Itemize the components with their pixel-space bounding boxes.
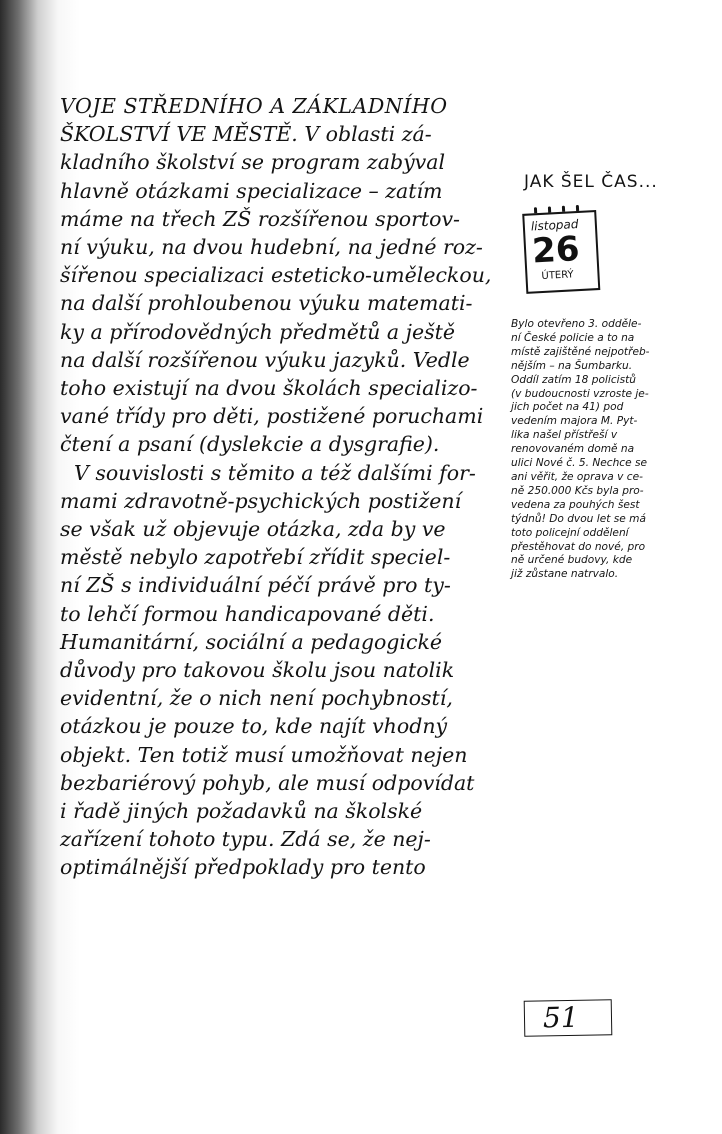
sidebar-heading: JAK ŠEL ČAS... xyxy=(524,172,658,192)
sidebar-news-text xyxy=(511,318,711,582)
sidebar-line: již zůstane natrvalo. xyxy=(511,568,619,581)
sidebar-line: jich počet na 41) pod xyxy=(511,401,624,414)
text-line: ky a přírodovědných předmětů a ještě xyxy=(60,319,455,344)
text-line: bezbariérový pohyb, ale musí odpovídat xyxy=(60,770,475,795)
sidebar-line: (v budoucnosti vzroste je- xyxy=(511,387,649,400)
text-line: toho existují na dvou školách specializo- xyxy=(60,376,478,401)
sidebar-line: týdnů! Do dvou let se má xyxy=(511,512,646,525)
calendar-day: 26 xyxy=(531,229,581,272)
text-line: čtení a psaní (dyslekcie a dysgrafie). xyxy=(60,432,440,457)
sidebar-line: přestěhovat do nové, pro xyxy=(511,540,646,553)
sidebar-line: místě zajištěné nejpotřeb- xyxy=(511,345,650,358)
page-number: 51 xyxy=(542,1000,579,1035)
sidebar-line: vedena za pouhých šest xyxy=(511,498,640,511)
sidebar-line: Bylo otevřeno 3. odděle- xyxy=(511,318,642,330)
text-line: zařízení tohoto typu. Zdá se, že nej- xyxy=(60,827,431,852)
text-line: se však už objevuje otázka, zda by ve xyxy=(60,517,446,542)
text-line: V souvislosti s těmito a též dalšími for- xyxy=(74,460,476,485)
sidebar-line: lika našel přístřeší v xyxy=(511,429,618,442)
text-line: hlavně otázkami specializace – zatím xyxy=(60,178,443,203)
calendar-weekday: ÚTERÝ xyxy=(541,269,574,283)
text-line: optimálnější předpoklady pro tento xyxy=(60,855,426,880)
text-line: ní ZŠ s individuální péčí právě pro ty- xyxy=(60,573,451,598)
text-line: Humanitární, sociální a pedagogické xyxy=(60,629,443,654)
calendar-icon xyxy=(518,202,602,292)
sidebar-line: ně určené budovy, kde xyxy=(511,554,633,567)
page-number-box xyxy=(524,999,613,1037)
sidebar-line: renovovaném domě na xyxy=(511,443,635,456)
calendar-month: listopad xyxy=(530,217,579,234)
text-line: vané třídy pro děti, postižené poruchami xyxy=(60,404,484,429)
text-line: máme na třech ZŠ rozšířenou sportov- xyxy=(60,206,460,231)
text-line: otázkou je pouze to, kde najít vhodný xyxy=(60,714,448,739)
text-line: městě nebylo zapotřebí zřídit speciel- xyxy=(60,545,451,570)
main-text-column xyxy=(60,92,500,882)
text-line: VOJE STŘEDNÍHO A ZÁKLADNÍHO xyxy=(60,94,448,118)
sidebar-line: ulici Nové č. 5. Nechce se xyxy=(511,457,648,470)
sidebar-line: vedením majora M. Pyt- xyxy=(511,415,638,428)
text-line: důvody pro takovou školu jsou natolik xyxy=(60,658,455,683)
text-line: šířenou specializaci esteticko-uměleckou, xyxy=(60,263,492,288)
sidebar-line: toto policejní oddělení xyxy=(511,526,629,539)
sidebar-line: Oddíl zatím 18 policistů xyxy=(511,373,636,386)
text-line: evidentní, že o nich není pochybností, xyxy=(60,686,453,711)
sidebar-line: ani věřit, že oprava v ce- xyxy=(511,470,643,483)
text-line: na další rozšířenou výuku jazyků. Vedle xyxy=(60,347,470,372)
text-line: ní výuku, na dvou hudební, na jedné roz- xyxy=(60,235,483,260)
text-line: objekt. Ten totiž musí umožňovat nejen xyxy=(60,742,468,767)
text-line: na další prohloubenou výuku matemati- xyxy=(60,291,473,316)
text-line: kladního školství se program zabýval xyxy=(60,150,446,175)
text-line: mami zdravotně-psychických postižení xyxy=(60,488,462,513)
sidebar-line: ní České policie a to na xyxy=(511,331,635,344)
sidebar-line: ně 250.000 Kčs byla pro- xyxy=(511,484,644,497)
text-line: ŠKOLSTVÍ VE MĚSTĚ. V oblasti zá- xyxy=(60,122,432,147)
sidebar-line: nějším – na Šumbarku. xyxy=(511,359,633,372)
text-line: to lehčí formou handicapované děti. xyxy=(60,601,435,626)
text-line: i řadě jiných požadavků na školské xyxy=(60,799,423,824)
